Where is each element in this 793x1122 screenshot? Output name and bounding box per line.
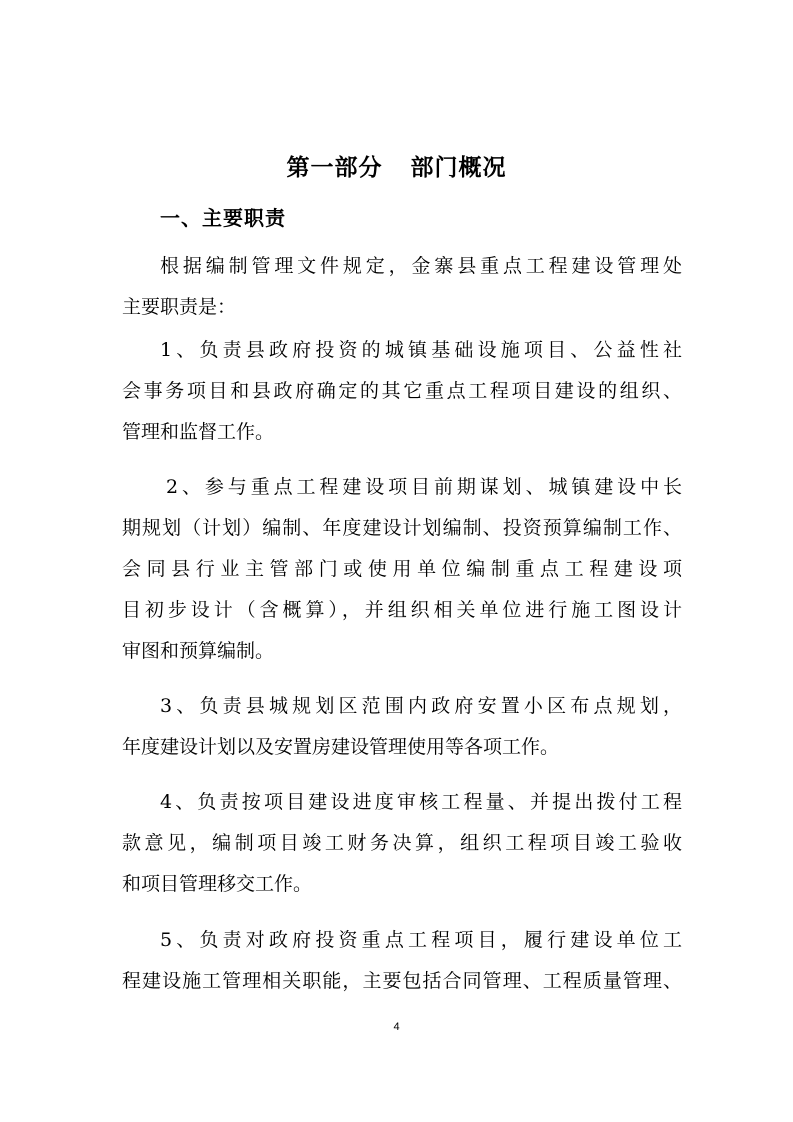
title-part-name: 部门概况 <box>410 155 507 181</box>
paragraph-line: 2、参与重点工程建设项目前期谋划、城镇建设中长 <box>166 476 682 498</box>
paragraph-line: 1、负责县政府投资的城镇基础设施项目、公益性社 <box>160 339 682 361</box>
paragraph-line: 审图和预算编制。 <box>122 640 275 662</box>
paragraph-line: 期规划（计划）编制、年度建设计划编制、投资预算编制工作、 <box>122 517 682 539</box>
paragraph-line: 3、负责县城规划区范围内政府安置小区布点规划， <box>160 695 682 717</box>
paragraph-line: 主要职责是： <box>122 296 237 318</box>
paragraph-line: 根据编制管理文件规定，金寨县重点工程建设管理处 <box>160 255 682 277</box>
paragraph-line: 款意见，编制项目竣工财务决算，组织工程项目竣工验收 <box>122 832 682 854</box>
paragraph-line: 管理和监督工作。 <box>122 421 275 443</box>
paragraph-line: 目初步设计（含概算），并组织相关单位进行施工图设计 <box>122 599 682 621</box>
page-title <box>0 152 793 184</box>
paragraph-line: 程建设施工管理相关职能，主要包括合同管理、工程质量管理、 <box>122 970 682 992</box>
paragraph-line: 会同县行业主管部门或使用单位编制重点工程建设项 <box>122 558 682 580</box>
paragraph-line: 和项目管理移交工作。 <box>122 873 313 895</box>
paragraph-line: 会事务项目和县政府确定的其它重点工程项目建设的组织、 <box>122 380 682 402</box>
paragraph-line: 4、负责按项目建设进度审核工程量、并提出拨付工程 <box>160 791 682 813</box>
paragraph-line: 5、负责对政府投资重点工程项目，履行建设单位工 <box>160 929 682 951</box>
title-part-number: 第一部分 <box>286 155 383 181</box>
section-heading: 一、主要职责 <box>160 206 286 230</box>
paragraph-line: 年度建设计划以及安置房建设管理使用等各项工作。 <box>122 736 560 758</box>
page-number: 4 <box>393 1021 400 1033</box>
